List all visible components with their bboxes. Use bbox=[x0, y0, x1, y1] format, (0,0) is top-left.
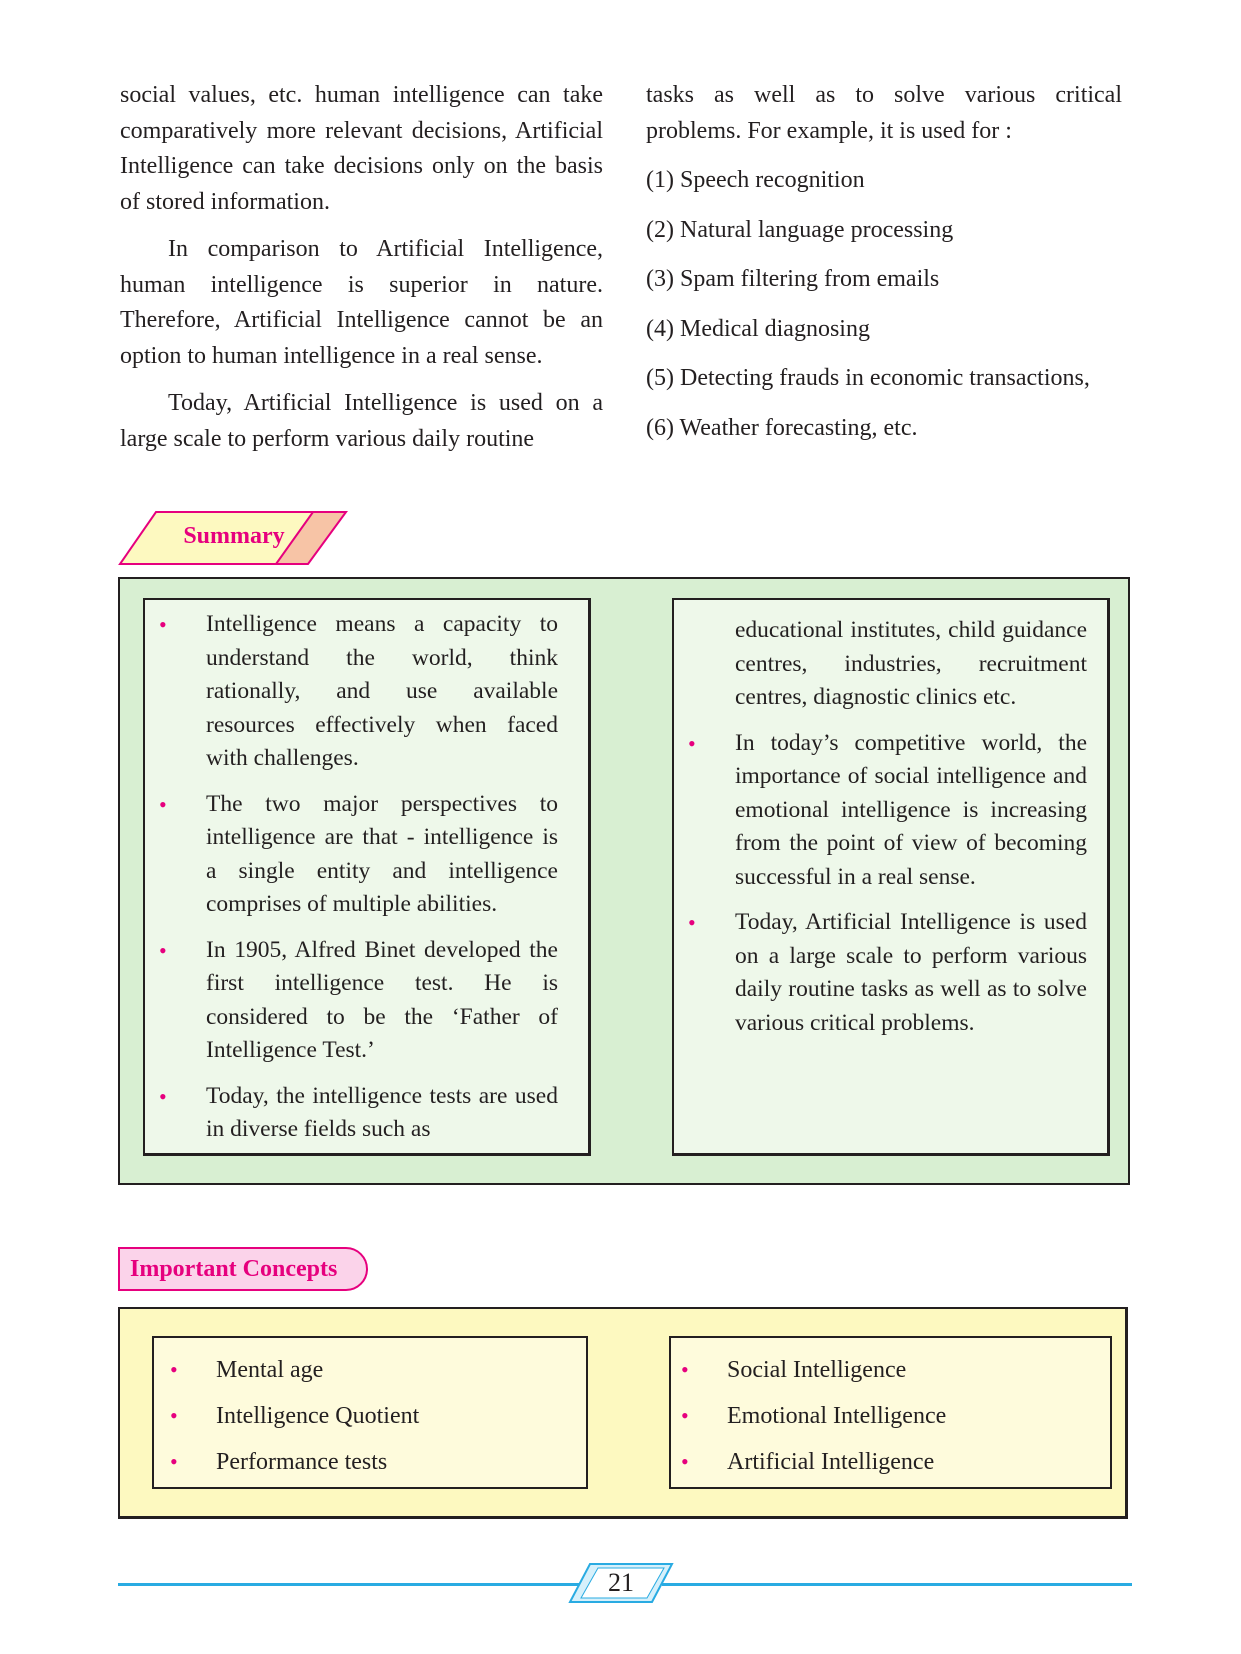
concept-item: • Emotional Intelligence bbox=[727, 1393, 946, 1439]
concept-item: • Artificial Intelligence bbox=[727, 1439, 946, 1485]
concept-item: • Social Intelligence bbox=[727, 1347, 946, 1393]
summary-left-panel bbox=[143, 598, 591, 1156]
use-list-item: (2) Natural language processing bbox=[646, 216, 954, 243]
bullet-icon: • bbox=[681, 1357, 689, 1382]
summary-item-continuation: educational institutes, child guidance centres, industries, recruitment centres, diagnostic clinics etc. bbox=[735, 617, 1087, 710]
important-concepts-box bbox=[118, 1307, 1128, 1519]
summary-heading: Summary bbox=[183, 523, 285, 549]
summary-item: • Intelligence means a capacity to understand the world, think rationally, and use available resources effectively when faced with challenges. bbox=[206, 608, 558, 776]
bullet-icon: • bbox=[170, 1403, 178, 1428]
paragraph: social values, etc. human intelligence can take comparatively more relevant decisions, Artificial Intelligence can take decisions only on the basis of stored information. bbox=[120, 82, 603, 215]
footer-rule-right bbox=[662, 1583, 1132, 1586]
paragraph: tasks as well as to solve various critical problems. For example, it is used for : bbox=[646, 82, 1122, 144]
use-list-item: (5) Detecting frauds in economic transactions, bbox=[646, 365, 1090, 391]
concepts-right-panel bbox=[669, 1336, 1112, 1489]
concepts-list bbox=[170, 1347, 420, 1485]
bullet-icon: • bbox=[681, 1449, 689, 1474]
concept-item: • Mental age bbox=[216, 1347, 419, 1393]
summary-item: • In 1905, Alfred Binet developed the first intelligence test. He is considered to be the ‘Father of Intelligence Test.’ bbox=[206, 934, 558, 1068]
bullet-icon: • bbox=[170, 1357, 178, 1382]
summary-heading-tab bbox=[118, 510, 348, 566]
footer-rule-left bbox=[118, 1583, 580, 1586]
summary-item: • Today, the intelligence tests are used in diverse fields such as bbox=[206, 1080, 558, 1147]
bullet-icon: • bbox=[159, 937, 167, 963]
concept-item: • Performance tests bbox=[216, 1439, 419, 1485]
bullet-icon: • bbox=[688, 910, 696, 935]
bullet-icon: • bbox=[159, 1083, 167, 1109]
use-list-item: (6) Weather forecasting, etc. bbox=[646, 414, 918, 441]
use-list-item: (3) Spam filtering from emails bbox=[646, 266, 940, 292]
use-list-item: (4) Medical diagnosing bbox=[646, 315, 870, 342]
use-list-item: (1) Speech recognition bbox=[646, 167, 865, 193]
right-text-column bbox=[646, 78, 1122, 446]
bullet-icon: • bbox=[159, 612, 167, 637]
summary-box bbox=[118, 577, 1130, 1185]
summary-list bbox=[159, 608, 558, 1159]
bullet-icon: • bbox=[681, 1403, 689, 1428]
concept-item: • Intelligence Quotient bbox=[216, 1393, 419, 1439]
concepts-list bbox=[681, 1347, 947, 1485]
summary-item: • Today, Artificial Intelligence is used on a large scale to perform various daily routine tasks as well as to solve various critical problems. bbox=[735, 906, 1087, 1040]
left-text-column bbox=[120, 78, 603, 457]
important-concepts-heading: Important Concepts bbox=[118, 1247, 368, 1291]
bullet-icon: • bbox=[688, 730, 696, 756]
paragraph: In comparison to Artificial Intelligence, human intelligence is superior in nature. Therefore, Artificial Intelligence cannot be an option to human intelligence in a real sense. bbox=[120, 236, 603, 369]
summary-list bbox=[688, 614, 1087, 1052]
concepts-left-panel bbox=[152, 1336, 588, 1489]
bullet-icon: • bbox=[159, 791, 167, 817]
summary-right-panel bbox=[672, 598, 1110, 1156]
bullet-icon: • bbox=[170, 1449, 178, 1474]
page-number: 21 bbox=[608, 1568, 634, 1597]
summary-item: • In today’s competitive world, the importance of social intelligence and emotional intelligence is increasing from the point of view of becoming successful in a real sense. bbox=[735, 727, 1087, 895]
paragraph: Today, Artificial Intelligence is used on a large scale to perform various daily routine bbox=[120, 390, 603, 452]
summary-item: • The two major perspectives to intelligence are that - intelligence is a single entity and intelligence comprises of multiple abilities. bbox=[206, 788, 558, 922]
page-number-badge bbox=[568, 1562, 674, 1604]
